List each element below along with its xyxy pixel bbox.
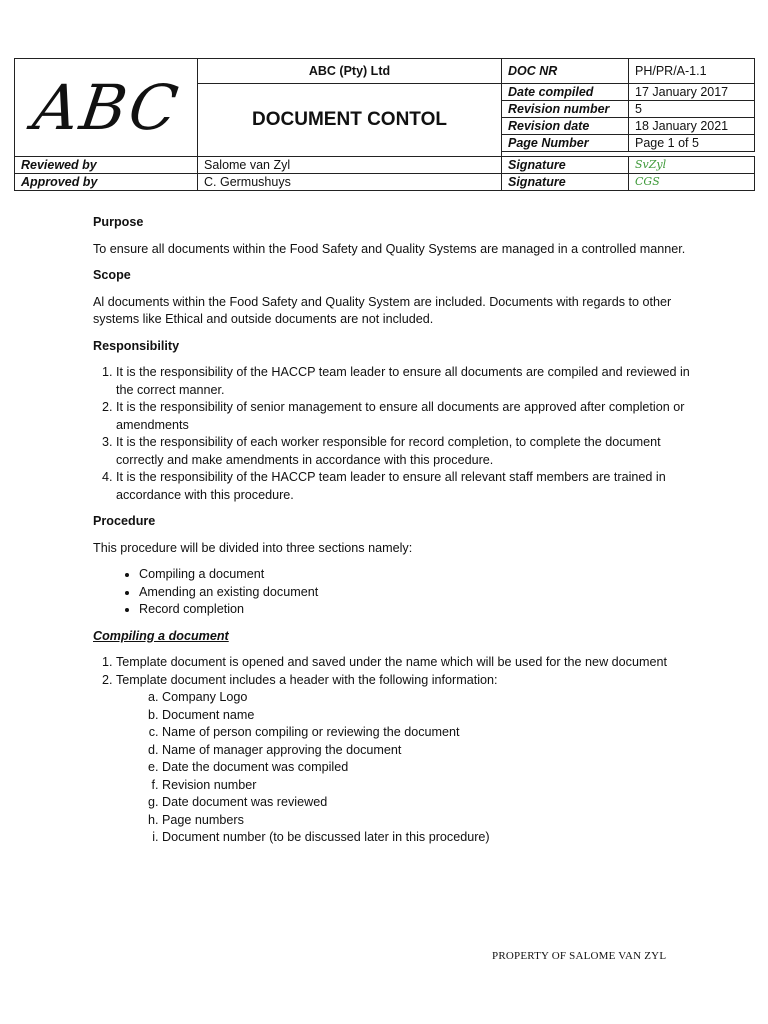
scope-heading: Scope [93,268,131,282]
list-item: 1. Template document is opened and saved under the name which will be used for the new document [116,654,693,672]
procedure-intro: This procedure will be divided into three sections namely: [93,540,413,555]
field-value-page-number: Page 1 of 5 [629,135,755,152]
field-label-date-compiled: Date compiled [502,84,629,101]
list-item: 1. It is the responsibility of the HACCP team leader to ensure all documents are compiled and reviewed in the correct manner. [116,364,693,399]
reviewed-by-label: Reviewed by [15,157,198,174]
field-label-revision-date: Revision date [502,118,629,135]
approved-signature-label: Signature [502,174,629,191]
compiling-steps-list [93,654,693,847]
field-label-doc-nr: DOC NR [502,59,629,84]
list-item: 2. It is the responsibility of senior management to ensure all documents are approved after completion or amendments [116,399,693,434]
list-item [116,672,693,847]
approved-signature: CGS [629,174,755,191]
logo-cell [15,59,198,157]
list-item: b. Document name [162,707,693,725]
list-item: • Compiling a document [139,566,693,584]
company-name: ABC (Pty) Ltd [198,59,502,84]
scope-text: Al documents within the Food Safety and Quality System are included. Documents with regards to other systems like Ethical and outside documents are not included. [93,294,672,326]
company-logo: ABC [28,70,184,144]
list-item: i. Document number (to be discussed later in this procedure) [162,829,693,847]
purpose-text: To ensure all documents within the Food Safety and Quality Systems are managed in a controlled manner. [93,241,686,256]
approved-by-name: C. Germushuys [198,174,502,191]
list-item: g. Date document was reviewed [162,794,693,812]
field-label-revision-number: Revision number [502,101,629,118]
approved-by-label: Approved by [15,174,198,191]
header-items-list [116,689,693,847]
procedure-heading: Procedure [93,514,156,528]
reviewed-by-name: Salome van Zyl [198,157,502,174]
property-footer: PROPERTY OF SALOME VAN ZYL [492,950,667,962]
field-value-revision-number: 5 [629,101,755,118]
document-header-table [14,58,755,191]
responsibility-list [93,364,693,504]
document-body [93,214,693,856]
list-item: h. Page numbers [162,812,693,830]
reviewed-signature-label: Signature [502,157,629,174]
compiling-heading: Compiling a document [93,628,229,643]
list-item: 4. It is the responsibility of the HACCP team leader to ensure all relevant staff members are trained in accordance with this procedure. [116,469,693,504]
list-item: f. Revision number [162,777,693,795]
document-title: DOCUMENT CONTOL [198,84,502,157]
procedure-sections-list [93,566,693,619]
list-item: e. Date the document was compiled [162,759,693,777]
list-item: d. Name of manager approving the document [162,742,693,760]
list-item-text: Template document includes a header with the following information: [116,672,498,687]
field-value-date-compiled: 17 January 2017 [629,84,755,101]
field-value-doc-nr: PH/PR/A-1.1 [629,59,755,84]
reviewed-signature: SvZyl [629,157,755,174]
list-item: • Record completion [139,601,693,619]
purpose-heading: Purpose [93,215,144,229]
list-item: • Amending an existing document [139,584,693,602]
field-value-revision-date: 18 January 2021 [629,118,755,135]
field-label-page-number: Page Number [502,135,629,152]
responsibility-heading: Responsibility [93,338,180,353]
list-item: c. Name of person compiling or reviewing the document [162,724,693,742]
list-item: 3. It is the responsibility of each worker responsible for record completion, to complete the document correctly and make amendments in accordance with this procedure. [116,434,693,469]
list-item: a. Company Logo [162,689,693,707]
